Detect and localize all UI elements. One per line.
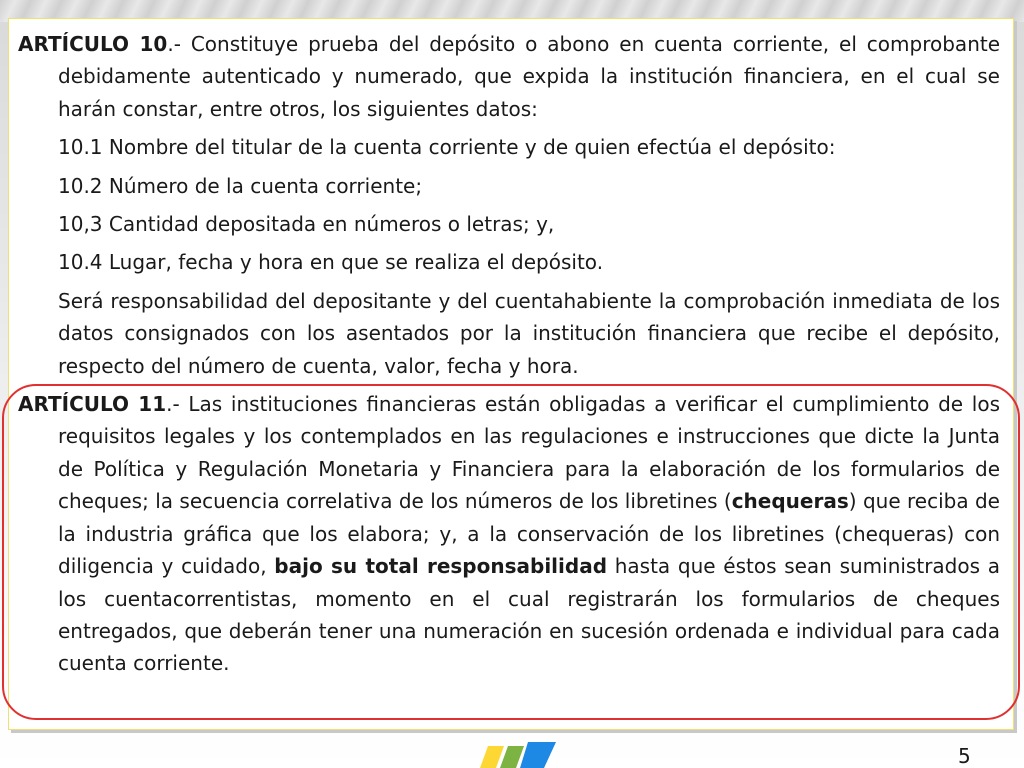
article-11-part-2: ) que reciba de la industria gráfica que los elabora; y, a la conservación de los libretines (chequeras) con diligencia y cuidado, xyxy=(58,489,1000,579)
article-10-item-2: 10.2 Número de la cuenta corriente; xyxy=(58,173,423,198)
logo-stripe-blue xyxy=(520,742,556,768)
logo-stripe-green xyxy=(500,746,524,768)
article-10-intro: .- Constituye prueba del depósito o abono en cuenta corriente, el comprobante debidamente autenticado y numerado, que expida la institución financiera, en el cual se harán constar, entre otros, los siguientes datos: xyxy=(58,32,1001,121)
article-10-closing: Será responsabilidad del depositante y del cuentahabiente la comprobación inmediata de los datos consignados con los asentados por la institución financiera que recibe el depósito, respecto del número de cuenta, valor, fecha y hora. xyxy=(58,288,1000,378)
logo-stripe-yellow xyxy=(480,746,504,768)
article-11-part-3: hasta que éstos sean suministrados a los cuentacorrentistas, momento en el cual registrarán los formularios de cheques entregados, que deberán tener una numeración en sucesión ordenada e individual para cada cuenta corriente. xyxy=(58,554,1000,676)
article-11-bold-chequeras: chequeras xyxy=(731,489,849,514)
article-10-item-1: 10.1 Nombre del titular de la cuenta corriente y de quien efectúa el depósito: xyxy=(58,135,836,160)
article-10-item-4: 10.4 Lugar, fecha y hora en que se realiza el depósito. xyxy=(58,250,604,275)
article-10-item-3: 10,3 Cantidad depositada en números o letras; y, xyxy=(58,212,555,237)
article-10-heading: ARTÍCULO 10 xyxy=(18,32,168,56)
page-number: 5 xyxy=(958,744,971,768)
article-11-bold-responsibility: bajo su total responsabilidad xyxy=(274,554,608,579)
article-11-heading: ARTÍCULO 11 xyxy=(18,392,167,417)
article-11-paragraph xyxy=(18,388,1000,680)
slide-text xyxy=(18,28,1000,680)
article-11-part-1: .- Las instituciones financieras están obligadas a verificar el cumplimiento de los requisitos legales y los contemplados en las regulaciones e instrucciones que dicte la Junta de Política y Regulación Monetaria y Financiera para la elaboración de los formularios de cheques; la secuencia correlativa de los números de los libretines ( xyxy=(58,392,1000,514)
article-10-paragraph xyxy=(18,28,1000,125)
logo-icon xyxy=(478,738,558,768)
